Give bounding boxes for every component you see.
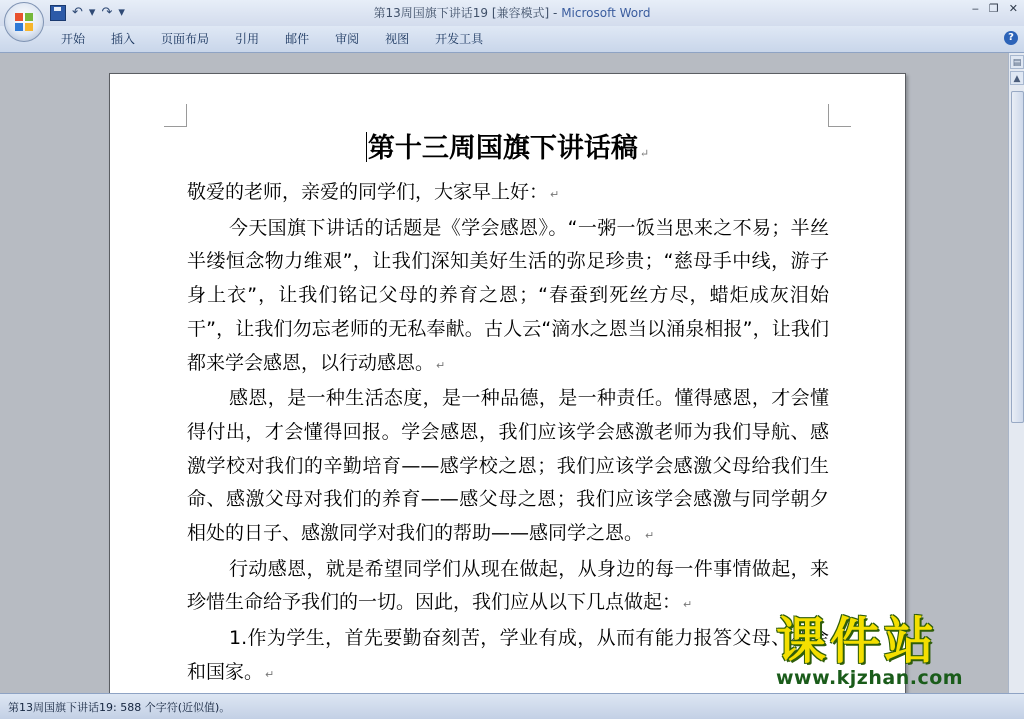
ribbon-tabs bbox=[48, 30, 496, 48]
watermark-url: www.kjzhan.com bbox=[776, 667, 964, 689]
paragraph-point-1 bbox=[187, 622, 829, 691]
margin-corner-top-left bbox=[164, 104, 187, 127]
paragraph-greeting bbox=[187, 176, 829, 212]
tab-review[interactable]: 审阅 bbox=[335, 32, 360, 46]
app-name: Microsoft Word bbox=[561, 6, 651, 20]
tab-page-layout[interactable]: 页面布局 bbox=[161, 32, 210, 46]
scroll-up-icon[interactable]: ▲ bbox=[1010, 71, 1024, 85]
watermark-logo bbox=[776, 613, 1006, 693]
ruler-toggle-icon[interactable]: ▤ bbox=[1010, 55, 1024, 69]
help-icon[interactable]: ? bbox=[1004, 31, 1018, 45]
document-workspace bbox=[0, 53, 1008, 693]
paragraph-mark: ↵ bbox=[265, 667, 275, 681]
window-controls bbox=[972, 2, 1018, 15]
paragraph-gratitude bbox=[187, 382, 829, 553]
tab-home[interactable]: 开始 bbox=[61, 32, 86, 46]
office-logo-icon bbox=[14, 12, 34, 32]
tab-view[interactable]: 视图 bbox=[385, 32, 410, 46]
minimize-icon[interactable]: ‒ bbox=[971, 2, 979, 15]
status-bar bbox=[0, 693, 1024, 719]
tab-developer[interactable]: 开发工具 bbox=[435, 32, 484, 46]
paragraph-mark: ↵ bbox=[436, 358, 446, 372]
close-icon[interactable]: ✕ bbox=[1008, 2, 1018, 15]
redo-icon[interactable]: ↷ bbox=[101, 5, 113, 20]
title-bar bbox=[0, 0, 1024, 26]
paragraph-mark: ↵ bbox=[639, 147, 650, 160]
office-button[interactable] bbox=[4, 2, 44, 42]
status-text: 第13周国旗下讲话19: 588 个字符(近似值)。 bbox=[8, 701, 231, 714]
tab-mailings[interactable]: 邮件 bbox=[285, 32, 310, 46]
undo-icon[interactable]: ↶ bbox=[72, 5, 83, 20]
watermark-brand: 课件站 bbox=[776, 612, 938, 670]
paragraph-text: 行动感恩，就是希望同学们从现在做起，从身边的每一件事情做起，来珍惜生命给予我们的一切。因此，我们应从以下几点做起： bbox=[187, 557, 829, 614]
paragraph-text: 1.作为学生，首先要勤奋刻苦，学业有成，从而有能力报答父母、社会和国家。 bbox=[187, 627, 829, 683]
ribbon bbox=[0, 26, 1024, 53]
title-separator: - bbox=[549, 6, 562, 20]
vertical-scrollbar[interactable] bbox=[1008, 53, 1024, 693]
paragraph-mark: ↵ bbox=[550, 188, 560, 201]
tab-references[interactable]: 引用 bbox=[235, 32, 260, 46]
restore-icon[interactable]: ❐ bbox=[988, 2, 999, 15]
paragraph-intro bbox=[187, 212, 829, 383]
paragraph-mark: ↵ bbox=[645, 529, 655, 543]
document-heading-text: 第十三周国旗下讲话稿 bbox=[367, 133, 638, 164]
document-page[interactable] bbox=[109, 73, 906, 693]
paragraph-text: 敬爱的老师，亲爱的同学们，大家早上好： bbox=[187, 181, 549, 203]
window-title bbox=[0, 4, 1024, 21]
scrollbar-thumb[interactable] bbox=[1011, 91, 1024, 423]
undo-dropdown-icon[interactable]: ▾ bbox=[88, 5, 96, 20]
paragraph-mark: ↵ bbox=[683, 598, 693, 612]
margin-corner-top-right bbox=[828, 104, 851, 127]
customize-toolbar-icon[interactable]: ▾ bbox=[118, 5, 125, 20]
document-name: 第13周国旗下讲话19 [兼容模式] bbox=[373, 6, 550, 20]
document-body[interactable] bbox=[187, 176, 829, 692]
document-heading[interactable] bbox=[110, 126, 905, 165]
paragraph-text: 今天国旗下讲话的话题是《学会感恩》。“一粥一饭当思来之不易；半丝半缕恒念物力维艰”，让我们深知美好生活的弥足珍贵；“慈母手中线，游子身上衣”，让我们铭记父母的养育之恩；“春蚕到死丝方尽，蜡炬成灰泪始干”，让我们勿忘老师的无私奉献。古人云“滴水之恩当以涌泉相报”，让我们都来学会感恩，以行动感恩。 bbox=[187, 216, 829, 374]
paragraph-action bbox=[187, 553, 829, 622]
paragraph-text: 感恩，是一种生活态度，是一种品德，是一种责任。懂得感恩，才会懂得付出，才会懂得回报。学会感恩，我们应该学会感激老师为我们导航、感激学校对我们的辛勤培育——感学校之恩；我们应该学会感激父母给我们生命、感激父母对我们的养育——感父母之恩；我们应该学会感激与同学朝夕相处的日子、感激同学对我们的帮助——感同学之恩。 bbox=[187, 387, 829, 545]
tab-insert[interactable]: 插入 bbox=[111, 32, 136, 46]
text-cursor bbox=[366, 132, 367, 162]
